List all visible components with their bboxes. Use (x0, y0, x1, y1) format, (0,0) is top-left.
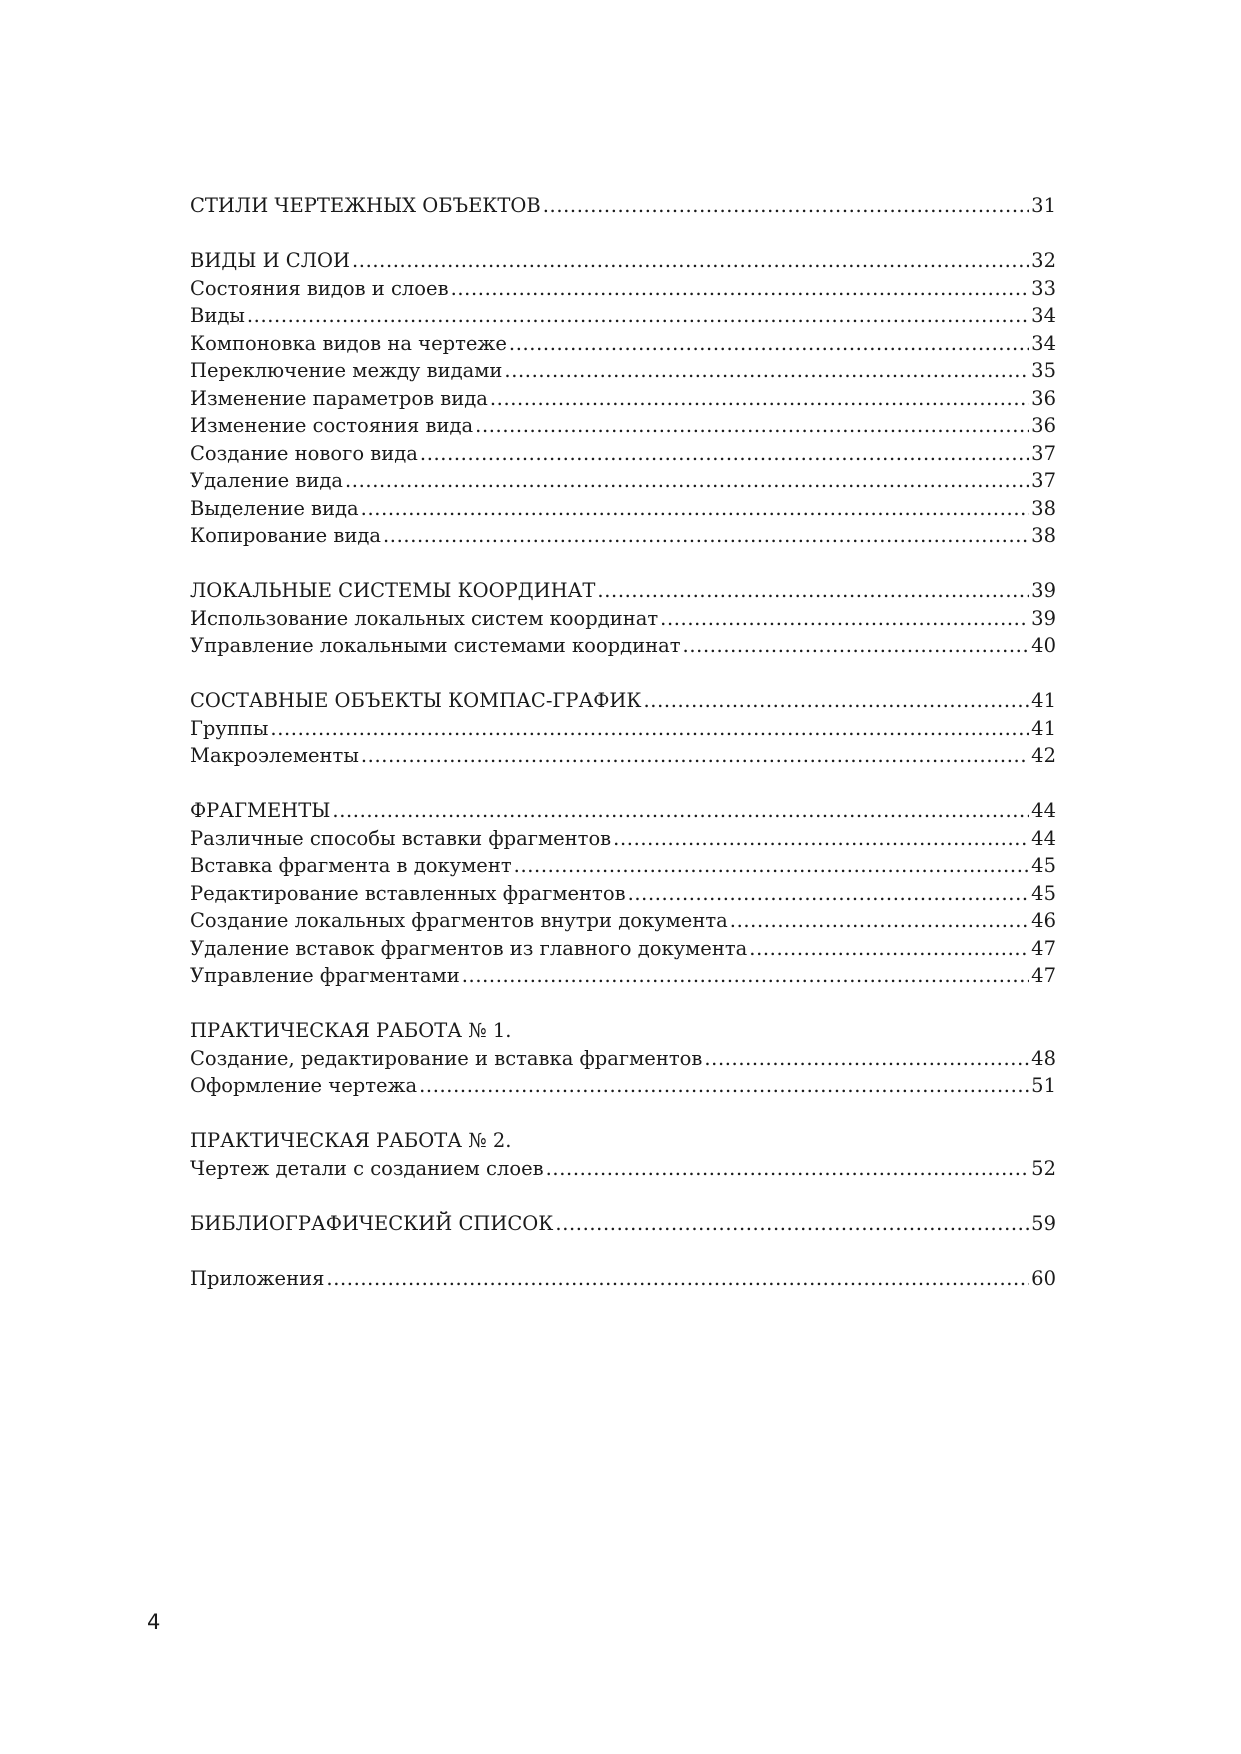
toc-heading-title: ПРАКТИЧЕСКАЯ РАБОТА № 1. (190, 1019, 512, 1042)
toc-entry-title: Виды (190, 304, 245, 327)
toc-entry[interactable] (190, 1155, 1056, 1183)
toc-entry-page: 45 (1031, 881, 1056, 905)
toc-entry[interactable] (190, 1265, 1056, 1293)
toc-section-bibliography (190, 1210, 1056, 1238)
toc-entry-page: 39 (1031, 606, 1056, 630)
toc-entry[interactable] (190, 880, 1056, 908)
toc-entry-title: ФРАГМЕНТЫ (190, 799, 331, 822)
toc-leader-dots (420, 440, 1029, 468)
toc-leader-dots (660, 605, 1029, 633)
toc-entry-title: Компоновка видов на чертеже (190, 331, 507, 355)
toc-entry-page: 47 (1031, 936, 1056, 960)
toc-section-local-coordinates (190, 577, 1056, 660)
toc-entry[interactable] (190, 687, 1056, 715)
toc-leader-dots (613, 825, 1029, 853)
toc-leader-dots (361, 495, 1030, 523)
toc-entry-title: СТИЛИ ЧЕРТЕЖНЫХ ОБЪЕКТОВ (190, 194, 541, 217)
toc-leader-dots (345, 467, 1029, 495)
toc-entry-title: Копирование вида (190, 524, 381, 547)
toc-entry-title: Состояния видов и слоев (190, 276, 449, 300)
toc-entry-page: 36 (1031, 386, 1056, 410)
toc-entry-page: 44 (1031, 826, 1056, 850)
toc-entry[interactable] (190, 1072, 1056, 1100)
toc-entry-title: ЛОКАЛЬНЫЕ СИСТЕМЫ КООРДИНАТ (190, 579, 596, 602)
toc-entry-page: 45 (1031, 854, 1056, 877)
toc-entry-title: Создание локальных фрагментов внутри документа (190, 909, 728, 932)
toc-leader-dots (352, 247, 1029, 275)
toc-entry[interactable] (190, 797, 1056, 825)
toc-entry[interactable] (190, 330, 1056, 358)
toc-entry-page: 37 (1031, 469, 1056, 492)
toc-entry-title: Различные способы вставки фрагментов (190, 826, 612, 850)
toc-entry-page: 40 (1031, 634, 1056, 657)
toc-entry[interactable] (190, 907, 1056, 935)
toc-leader-dots (683, 632, 1030, 660)
toc-entry[interactable] (190, 1045, 1056, 1073)
toc-entry-title: Использование локальных систем координат (190, 606, 659, 630)
toc-entry[interactable] (190, 385, 1056, 413)
toc-entry-title: Создание нового вида (190, 441, 418, 465)
toc-leader-dots (490, 385, 1029, 413)
toc-entry-title: Создание, редактирование и вставка фрагментов (190, 1046, 703, 1070)
toc-entry[interactable] (190, 715, 1056, 743)
toc-entry[interactable] (190, 825, 1056, 853)
toc-entry-page: 44 (1031, 799, 1056, 822)
toc-entry-title: Изменение параметров вида (190, 386, 488, 410)
toc-entry-page: 35 (1031, 359, 1056, 382)
toc-entry-title: Оформление чертежа (190, 1074, 418, 1097)
toc-entry[interactable] (190, 440, 1056, 468)
toc-leader-dots (546, 1155, 1030, 1183)
toc-entry-page: 51 (1031, 1074, 1056, 1097)
toc-leader-dots (504, 357, 1029, 385)
table-of-contents (190, 192, 1056, 1320)
toc-entry-page: 52 (1031, 1156, 1056, 1180)
toc-leader-dots (628, 880, 1030, 908)
toc-entry-page: 34 (1031, 304, 1056, 327)
toc-entry-page: 59 (1031, 1211, 1056, 1235)
toc-entry-title: Управление фрагментами (190, 964, 460, 987)
toc-leader-dots (749, 935, 1029, 963)
toc-entry-title: Переключение между видами (190, 359, 503, 382)
toc-leader-dots (704, 1045, 1029, 1073)
toc-section-compound-objects (190, 687, 1056, 770)
toc-entry-page: 33 (1031, 276, 1056, 300)
toc-section-practical-1 (190, 1017, 1056, 1100)
toc-leader-dots (509, 330, 1029, 358)
toc-entry-title: ВИДЫ И СЛОИ (190, 249, 350, 272)
toc-section-fragments (190, 797, 1056, 990)
toc-entry[interactable] (190, 605, 1056, 633)
toc-entry-page: 46 (1031, 909, 1056, 932)
toc-section-views-layers (190, 247, 1056, 550)
toc-entry-page: 41 (1031, 689, 1056, 712)
toc-entry-title: Макроэлементы (190, 744, 359, 767)
toc-leader-dots (247, 302, 1029, 330)
toc-entry-page: 39 (1031, 579, 1056, 602)
toc-entry[interactable] (190, 935, 1056, 963)
toc-leader-dots (730, 907, 1029, 935)
toc-section-styles (190, 192, 1056, 220)
toc-heading-title: ПРАКТИЧЕСКАЯ РАБОТА № 2. (190, 1129, 512, 1152)
toc-entry-page: 31 (1031, 194, 1056, 217)
toc-entry-title: БИБЛИОГРАФИЧЕСКИЙ СПИСОК (190, 1211, 554, 1235)
toc-entry-page: 48 (1031, 1046, 1056, 1070)
toc-entry-title: Чертеж детали с созданием слоев (190, 1156, 544, 1180)
toc-leader-dots (383, 522, 1029, 550)
toc-entry-page: 38 (1031, 524, 1056, 547)
toc-entry[interactable] (190, 275, 1056, 303)
toc-entry[interactable] (190, 192, 1056, 220)
toc-entry-title: Приложения (190, 1266, 325, 1290)
toc-leader-dots (597, 577, 1029, 605)
toc-entry[interactable] (190, 357, 1056, 385)
toc-entry[interactable] (190, 495, 1056, 523)
toc-entry[interactable] (190, 247, 1056, 275)
toc-entry-title: Изменение состояния вида (190, 414, 474, 437)
toc-entry-page: 37 (1031, 441, 1056, 465)
toc-leader-dots (462, 962, 1029, 990)
toc-leader-dots (419, 1072, 1029, 1100)
toc-entry[interactable] (190, 852, 1056, 880)
toc-entry[interactable] (190, 742, 1056, 770)
toc-entry[interactable] (190, 412, 1056, 440)
toc-entry[interactable] (190, 577, 1056, 605)
toc-entry-page: 32 (1031, 249, 1056, 272)
page-number: 4 (147, 1610, 161, 1634)
toc-leader-dots (361, 742, 1029, 770)
toc-leader-dots (644, 687, 1030, 715)
toc-entry[interactable] (190, 962, 1056, 990)
toc-entry-title: Удаление вставок фрагментов из главного документа (190, 936, 748, 960)
toc-entry-title: Управление локальными системами координат (190, 634, 681, 657)
toc-entry-page: 60 (1031, 1266, 1056, 1290)
toc-leader-dots (514, 852, 1030, 880)
toc-leader-dots (270, 715, 1029, 743)
toc-entry[interactable] (190, 522, 1056, 550)
toc-entry-page: 34 (1031, 331, 1056, 355)
toc-leader-dots (451, 275, 1030, 303)
toc-entry-page: 36 (1031, 414, 1056, 437)
toc-entry-title: Группы (190, 716, 269, 740)
toc-entry-title: Вставка фрагмента в документ (190, 854, 512, 877)
toc-entry-title: Редактирование вставленных фрагментов (190, 881, 626, 905)
toc-entry-title: Удаление вида (190, 469, 343, 492)
toc-entry-page: 42 (1031, 744, 1056, 767)
toc-leader-dots (475, 412, 1029, 440)
toc-entry-title: СОСТАВНЫЕ ОБЪЕКТЫ КОМПАС-ГРАФИК (190, 689, 642, 712)
toc-entry-page: 41 (1031, 716, 1056, 740)
toc-entry[interactable] (190, 1210, 1056, 1238)
toc-entry-page: 47 (1031, 964, 1056, 987)
toc-leader-dots (543, 192, 1029, 220)
toc-entry-page: 38 (1031, 496, 1056, 520)
toc-entry[interactable] (190, 467, 1056, 495)
toc-leader-dots (326, 1265, 1029, 1293)
toc-leader-dots (555, 1210, 1029, 1238)
toc-section-appendices (190, 1265, 1056, 1293)
toc-entry-title: Выделение вида (190, 496, 359, 520)
toc-section-heading (190, 1017, 1056, 1045)
toc-leader-dots (332, 797, 1029, 825)
toc-section-heading (190, 1127, 1056, 1155)
toc-entry[interactable] (190, 302, 1056, 330)
toc-entry[interactable] (190, 632, 1056, 660)
toc-section-practical-2 (190, 1127, 1056, 1182)
